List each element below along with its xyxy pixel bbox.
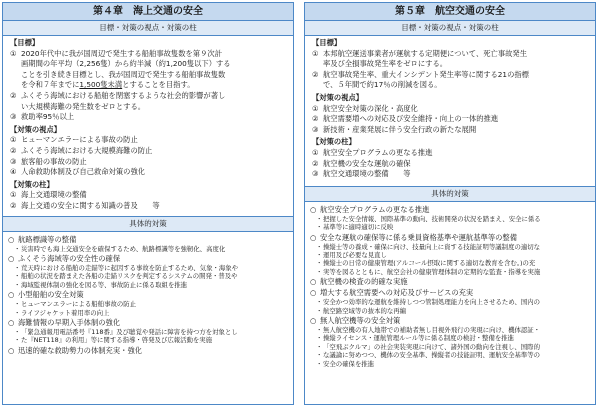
measure-item [310, 205, 590, 215]
goal-line [21, 112, 288, 123]
goal-tail: とすることを目指す。 [122, 80, 195, 90]
view-item [312, 114, 590, 125]
measure-detail [8, 309, 288, 317]
view-item [10, 157, 288, 168]
measure-detail [310, 298, 590, 306]
dash-bullet-icon: ・ [14, 263, 21, 272]
measure-item [8, 318, 288, 328]
goal-line-text: で、５年間で約17％の削減を図る。 [323, 80, 442, 90]
view-text: 新技術・産業発展に伴う安全行政の新たな展開 [323, 124, 477, 134]
dash-bullet-icon: ・ [316, 250, 323, 259]
view-item [312, 125, 590, 136]
dash-bullet-icon: ・ [316, 267, 323, 276]
goal-item [10, 91, 288, 112]
measure-detail-text: 「緊急通報用電話番号『118番』及び聴覚や発話に障害を持つ方を対象とし [21, 327, 238, 336]
goal-line [21, 49, 288, 60]
goal-line [323, 80, 590, 91]
view-text: 旅客船の事故の防止 [21, 156, 87, 166]
measure-title: 無人航空機等の安全対策 [320, 315, 401, 325]
goal-line-text: ことを引き続き目標とし、我が国周辺で発生する船舶事故隻数 [21, 69, 226, 79]
measure-detail [8, 336, 288, 344]
goal-line-text: 救助率95％以上 [21, 112, 75, 122]
view-text: 航空安全対策の深化・高度化 [323, 103, 418, 113]
pillar-text: 航空機の安全な運航の確保 [323, 158, 411, 168]
goal-item [312, 49, 590, 70]
view-number: ③ [10, 156, 17, 166]
dash-bullet-icon: ・ [316, 351, 323, 360]
measure-detail [310, 360, 590, 368]
goal-item [10, 112, 288, 123]
measure-detail-text: 航空路空域等の抜本的な再編 [323, 306, 407, 315]
pillar-text: 航空交通環境の整備 等 [323, 169, 411, 179]
chapter4-panel [2, 2, 294, 405]
view-text: ヒューマンエラーによる事故の防止 [21, 135, 138, 145]
pillar-number: ② [10, 200, 17, 210]
measure-item [8, 254, 288, 264]
dash-bullet-icon: ・ [316, 298, 323, 307]
circle-bullet-icon: ○ [8, 253, 15, 263]
pillar-text: 海上交通の安全に関する知識の普及 等 [21, 200, 160, 210]
measure-title: 小型船舶の安全対策 [18, 290, 84, 300]
circle-bullet-icon: ○ [8, 234, 15, 244]
measure-detail-text: 海域監視体制の強化を図る等、事故防止に係る取組を推進 [21, 280, 188, 289]
goal-line-text: 2020年代中に我が国周辺で発生する船舶事故隻数を第９次計 [21, 48, 222, 58]
view-text: ふくそう海域における大規模海難の防止 [21, 145, 153, 155]
goal-line-text: 航空事故発生率、重大インシデント発生率等に関する21の指標 [323, 69, 529, 79]
dash-bullet-icon: ・ [14, 272, 21, 281]
measure-title: 海難情報の早期入手体制の強化 [18, 317, 121, 327]
pillar-text: 海上交通環境の整備 [21, 190, 87, 200]
view-item [10, 146, 288, 157]
goal-number: ② [10, 90, 17, 100]
goal-item [312, 70, 590, 91]
measure-detail [8, 281, 288, 289]
view-number: ② [10, 145, 17, 155]
measures-body [305, 202, 595, 370]
dash-bullet-icon: ・ [316, 334, 323, 343]
measure-title: 増大する航空需要への対応及びサービスの充実 [320, 288, 474, 298]
goal-line [21, 102, 288, 113]
goal-line [323, 59, 590, 70]
measure-detail-text: ライフジャケット着用率の向上 [21, 308, 110, 317]
circle-bullet-icon: ○ [310, 288, 317, 298]
measure-item [310, 288, 590, 298]
goal-number: ③ [10, 112, 17, 122]
dash-bullet-icon: ・ [316, 259, 323, 268]
view-heading: 【対策の視点】 [10, 124, 62, 134]
measures-heading: 具体的対策 [305, 186, 595, 202]
overview-body [305, 36, 595, 182]
dash-bullet-icon: ・ [14, 280, 21, 289]
measure-detail-text: 災害時でも海上交通安全を確保するため、航路標識等を強靭化、高度化 [21, 244, 226, 253]
measure-title: 航路標識等の整備 [18, 234, 77, 244]
measure-title: 航空安全プログラムの更なる推進 [320, 204, 430, 214]
circle-bullet-icon: ○ [310, 232, 317, 242]
dash-bullet-icon: ・ [316, 242, 323, 251]
circle-bullet-icon: ○ [8, 345, 15, 355]
measure-detail-text: 操縦士等の養成・確保に向け、技量向上に資する技能証明等議制度の適切な [323, 242, 541, 251]
measure-item [8, 290, 288, 300]
measure-title: 安全な運航の確保等に係る乗員資格基準や運航基準等の整備 [320, 232, 518, 242]
dash-bullet-icon: ・ [316, 223, 323, 232]
measure-detail-text: ヒューマンエラーによる船舶事故の防止 [21, 300, 137, 309]
measure-detail [310, 334, 590, 342]
measure-detail-text: 荒天時における船舶の走錨等に起因する事故を防止するため、気象・海象や [21, 263, 239, 272]
chapter-title: 第５章 航空交通の安全 [305, 3, 595, 21]
dash-bullet-icon: ・ [316, 325, 323, 334]
measure-detail-text: 操縦士の日常の健康管理(アルコール摂取に関する適切な教育を含む。)の充 [323, 259, 536, 268]
goal-line-text: ふくそう海域における船舶を閉塞するような社会的影響が著し [21, 90, 226, 100]
chapter5-panel [304, 2, 596, 405]
view-item [312, 104, 590, 115]
measure-detail-text: 把握した安全情報、国際基準の動向、技術開発の状況を踏まえ、安全に係る [323, 214, 541, 223]
goal-number: ① [10, 48, 17, 58]
pillar-text: 航空安全プログラムの更なる推進 [323, 147, 433, 157]
circle-bullet-icon: ○ [310, 315, 317, 325]
goal-line-text: い大規模海難の発生数をゼロとする。 [21, 101, 146, 111]
dash-bullet-icon: ・ [316, 306, 323, 315]
pillar-item [312, 169, 590, 180]
goal-line [21, 59, 288, 70]
pillar-number: ③ [312, 169, 319, 179]
measure-item [8, 346, 288, 356]
measure-detail-text: 基準等に適時適切に反映 [323, 223, 394, 232]
measure-item [310, 277, 590, 287]
view-number: ④ [10, 167, 17, 177]
view-text: 人命救助体制及び自己救命対策の強化 [21, 167, 146, 177]
measure-detail [310, 223, 590, 231]
measure-detail-text: 無人航空機の有人地帯での補助者無し目視外飛行の実現に向け、機体認証・ [323, 325, 541, 334]
circle-bullet-icon: ○ [310, 204, 317, 214]
goal-number: ② [312, 69, 319, 79]
measure-detail [310, 268, 590, 276]
goal-line [21, 80, 288, 91]
circle-bullet-icon: ○ [310, 277, 317, 287]
view-number: ① [10, 135, 17, 145]
goals-heading: 【目標】 [10, 38, 40, 47]
view-number: ③ [312, 124, 319, 134]
circle-bullet-icon: ○ [8, 317, 15, 327]
view-item [10, 135, 288, 146]
section-subtitle: 目標・対策の視点・対策の柱 [305, 21, 595, 36]
measure-title: 迅速的確な救助勢力の体制充実・強化 [18, 345, 143, 355]
pillar-number: ② [312, 158, 319, 168]
measure-detail-text: な議論に努めつつ、機体の安全基準、操縦者の技能証明、運航安全基準等の [323, 351, 541, 360]
goals-heading: 【目標】 [312, 38, 342, 47]
measure-detail-text: 安全の確保を推進 [323, 359, 375, 368]
measure-title: ふくそう海域等の安全性の確保 [18, 253, 121, 263]
measure-item [310, 233, 590, 243]
goal-line-text: を令和７年までに [21, 80, 80, 90]
view-text: 航空需要増への対応及び安全維持・向上の一体的推進 [323, 114, 499, 124]
measure-detail [8, 300, 288, 308]
measures-body [3, 232, 293, 358]
measure-detail-text: 安全かつ効率的な運航を維持しつつ管制処理能力を向上させるため、国内の [323, 298, 541, 307]
goal-item [10, 49, 288, 91]
measure-detail [8, 272, 288, 280]
measure-detail-text: 実等を図るとともに、航空会社の健康管理体制の定期的な監査・指導を実施 [323, 267, 541, 276]
measure-detail-text: 船舶の状況を踏まえた各船の走錨リスクを判定するシステムの開発・普及や [21, 272, 238, 281]
goal-number: ① [312, 48, 319, 58]
pillar-heading: 【対策の柱】 [312, 137, 356, 147]
dash-bullet-icon: ・ [316, 359, 323, 368]
pillar-item [312, 148, 590, 159]
goal-line-text: 画期間の年平均（2,256隻）から約半減（約1,200隻以下）する [21, 59, 231, 69]
pillar-item [312, 159, 590, 170]
dash-bullet-icon: ・ [14, 327, 21, 336]
dash-bullet-icon: ・ [316, 342, 323, 351]
view-item [10, 167, 288, 178]
measure-detail [310, 243, 590, 251]
pillar-number: ① [10, 190, 17, 200]
circle-bullet-icon: ○ [8, 290, 15, 300]
goal-line [323, 49, 590, 60]
measure-item [8, 235, 288, 245]
goal-underlined: 1,500隻未満 [79, 80, 123, 90]
goal-line [21, 91, 288, 102]
dash-bullet-icon: ・ [14, 300, 21, 309]
pillar-heading: 【対策の柱】 [10, 179, 54, 189]
measures-heading: 具体的対策 [3, 216, 293, 232]
measure-detail [8, 245, 288, 253]
measure-detail [310, 215, 590, 223]
measure-title: 航空機の検査の的確な実施 [320, 277, 408, 287]
measure-detail-text: 運用及び必要な見直し [323, 250, 387, 259]
view-number: ② [312, 114, 319, 124]
measure-detail [310, 351, 590, 359]
goal-line [323, 70, 590, 81]
view-heading: 【対策の視点】 [312, 92, 364, 102]
goal-line [21, 70, 288, 81]
measure-item [310, 316, 590, 326]
measure-detail-text: 「空飛ぶクルマ」の社会実装実現に向けて、諸外国の動向を注視し、国際的 [323, 342, 540, 351]
dash-bullet-icon: ・ [14, 244, 21, 253]
dash-bullet-icon: ・ [316, 214, 323, 223]
measure-detail-text: た『NET118』の利用」等に関する指導・啓発及び広報活動を実施 [21, 336, 213, 345]
section-subtitle: 目標・対策の視点・対策の柱 [3, 21, 293, 36]
overview-body [3, 36, 293, 214]
measure-detail [310, 259, 590, 267]
dash-bullet-icon: ・ [14, 336, 21, 345]
pillar-item [10, 201, 288, 212]
dash-bullet-icon: ・ [14, 308, 21, 317]
chapter-title: 第４章 海上交通の安全 [3, 3, 293, 21]
measure-detail-text: 操縦ライセンス・運航管理ルール等に係る制度の検討・整備を推進 [323, 334, 515, 343]
pillar-item [10, 190, 288, 201]
measure-detail [310, 343, 590, 351]
goal-line-text: 本邦航空運送事業者が運航する定期便について、死亡事故発生 [323, 48, 528, 58]
view-number: ① [312, 103, 319, 113]
pillar-number: ① [312, 147, 319, 157]
goal-line-text: 率及び全損事故発生率をゼロにする。 [323, 59, 448, 69]
measure-detail [310, 307, 590, 315]
